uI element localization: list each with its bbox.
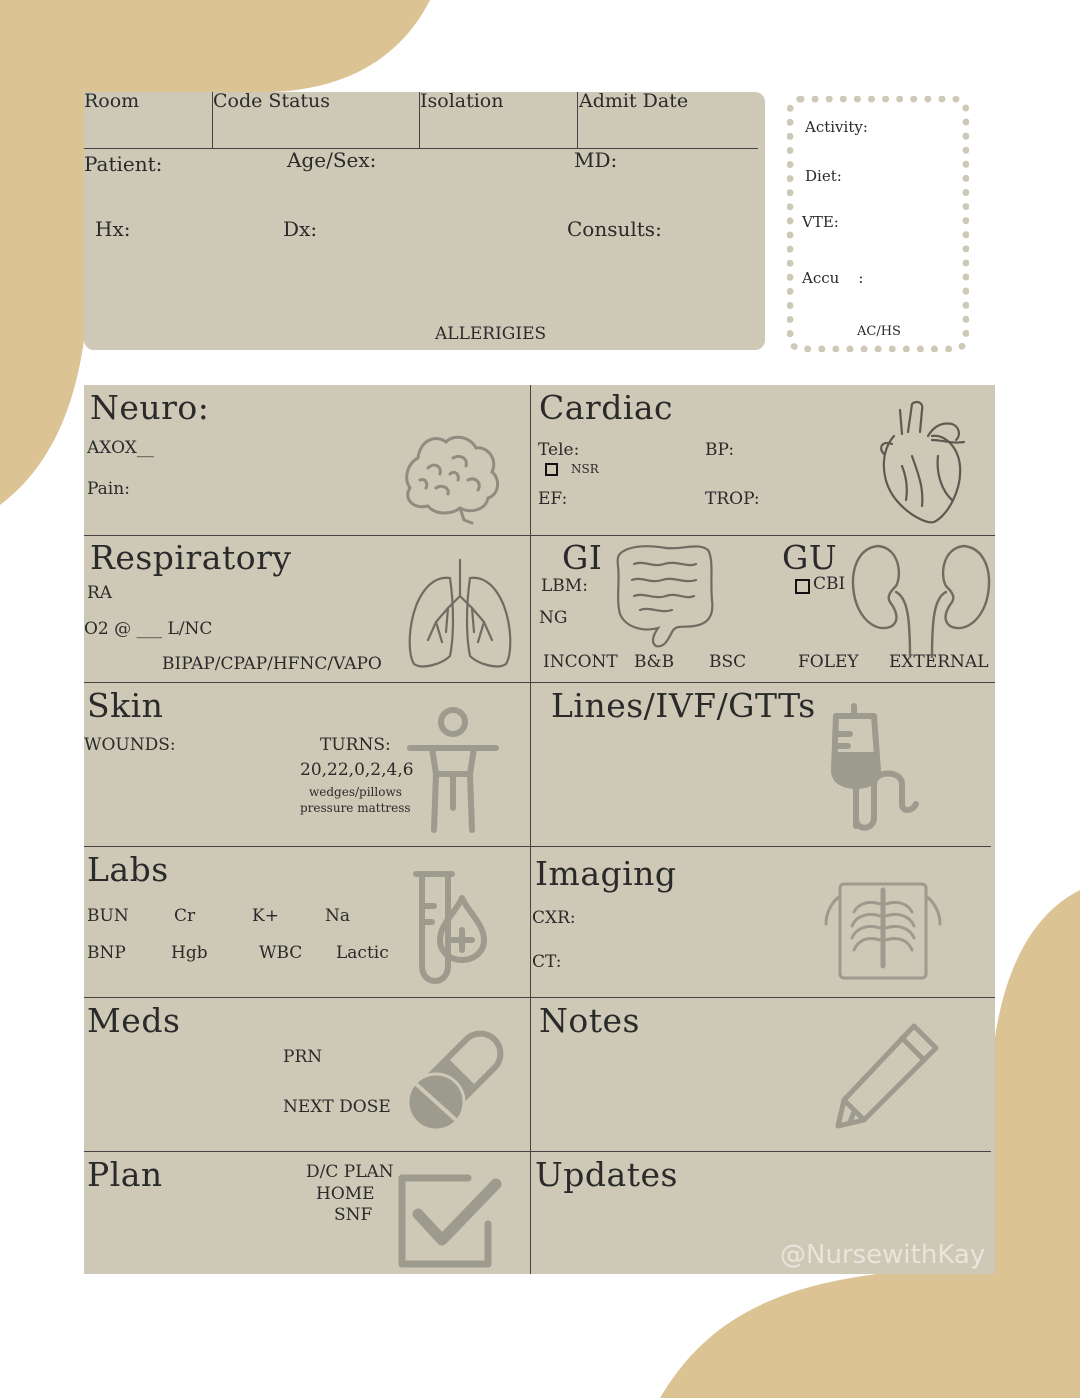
ef-label: EF: <box>538 489 568 509</box>
labs-title: Labs <box>87 850 169 889</box>
mattress-label: pressure mattress <box>300 801 411 815</box>
next-dose-label: NEXT DOSE <box>283 1097 391 1117</box>
meds-title: Meds <box>87 1001 181 1040</box>
na-label: Na <box>325 906 351 926</box>
imaging-title: Imaging <box>535 854 677 893</box>
intestines-icon <box>614 540 716 652</box>
bun-label: BUN <box>87 906 129 926</box>
updates-title: Updates <box>535 1155 678 1194</box>
cxr-label: CXR: <box>532 908 576 928</box>
hgb-label: Hgb <box>171 943 208 963</box>
consults-label: Consults: <box>567 217 662 241</box>
code-status-label: Code Status <box>213 90 331 112</box>
turns-label: TURNS: <box>320 735 391 755</box>
header-panel <box>84 92 765 350</box>
gu-title: GU <box>782 538 838 577</box>
accu-label: Accu : <box>802 269 864 287</box>
xray-icon <box>824 876 942 982</box>
ra-label: RA <box>87 583 113 603</box>
hx-label: Hx: <box>95 217 131 241</box>
respiratory-title: Respiratory <box>90 538 292 577</box>
skin-title: Skin <box>87 686 164 725</box>
watermark: @NursewithKay <box>780 1240 986 1270</box>
heart-icon <box>872 396 972 528</box>
home-label: HOME <box>316 1184 375 1204</box>
kidneys-icon <box>848 540 994 658</box>
nsr-checkbox[interactable] <box>545 463 558 476</box>
isolation-label: Isolation <box>420 90 504 112</box>
cr-label: Cr <box>174 906 196 926</box>
md-label: MD: <box>574 148 618 172</box>
ng-label: NG <box>539 608 568 628</box>
plan-title: Plan <box>87 1155 163 1194</box>
bb-label: B&B <box>634 652 675 672</box>
activity-label: Activity: <box>805 118 868 136</box>
resp-modes-label: BIPAP/CPAP/HFNC/VAPO <box>162 654 382 674</box>
pencil-icon <box>834 1020 942 1130</box>
wedges-label: wedges/pillows <box>309 785 402 799</box>
trop-label: TROP: <box>705 489 760 509</box>
wbc-label: WBC <box>259 943 303 963</box>
lbm-label: LBM: <box>541 576 588 596</box>
achs-label: AC/HS <box>857 324 901 339</box>
vte-label: VTE: <box>802 213 839 231</box>
snf-label: SNF <box>334 1205 373 1225</box>
ct-label: CT: <box>532 952 562 972</box>
cbi-checkbox[interactable] <box>795 579 810 594</box>
patient-label: Patient: <box>84 152 163 176</box>
notes-title: Notes <box>539 1001 640 1040</box>
axox-label: AXOX__ <box>87 438 154 458</box>
dx-label: Dx: <box>283 217 318 241</box>
nsr-label: NSR <box>571 462 599 476</box>
lactic-label: Lactic <box>336 943 389 963</box>
bp-label: BP: <box>705 440 735 460</box>
room-label: Room <box>84 90 140 112</box>
external-label: EXTERNAL <box>889 652 989 672</box>
pills-icon <box>402 1022 512 1132</box>
dc-plan-label: D/C PLAN <box>306 1162 394 1182</box>
wounds-label: WOUNDS: <box>84 735 176 755</box>
prn-label: PRN <box>283 1047 323 1067</box>
admit-date-label: Admit Date <box>579 90 689 112</box>
cardiac-title: Cardiac <box>539 388 674 427</box>
body-icon <box>404 704 502 836</box>
foley-label: FOLEY <box>798 652 859 672</box>
lungs-icon <box>406 556 514 672</box>
iv-bag-icon <box>828 700 926 834</box>
k-label: K+ <box>252 906 279 926</box>
tele-label: Tele: <box>538 440 580 460</box>
diet-label: Diet: <box>805 167 842 185</box>
turn-times: 20,22,0,2,4,6 <box>300 760 414 780</box>
o2-label: O2 @ ___ L/NC <box>84 619 213 639</box>
incont-label: INCONT <box>543 652 618 672</box>
gi-title: GI <box>562 538 603 577</box>
test-tube-icon <box>412 866 490 988</box>
allergies-label: ALLERIGIES <box>435 324 547 344</box>
lines-title: Lines/IVF/GTTs <box>551 686 816 725</box>
cbi-label: CBI <box>813 574 846 594</box>
pain-label: Pain: <box>87 479 130 499</box>
bsc-label: BSC <box>709 652 747 672</box>
brain-icon <box>398 428 503 526</box>
checkbox-icon <box>396 1170 504 1270</box>
neuro-title: Neuro: <box>90 388 210 427</box>
age-sex-label: Age/Sex: <box>287 148 377 172</box>
bnp-label: BNP <box>87 943 126 963</box>
